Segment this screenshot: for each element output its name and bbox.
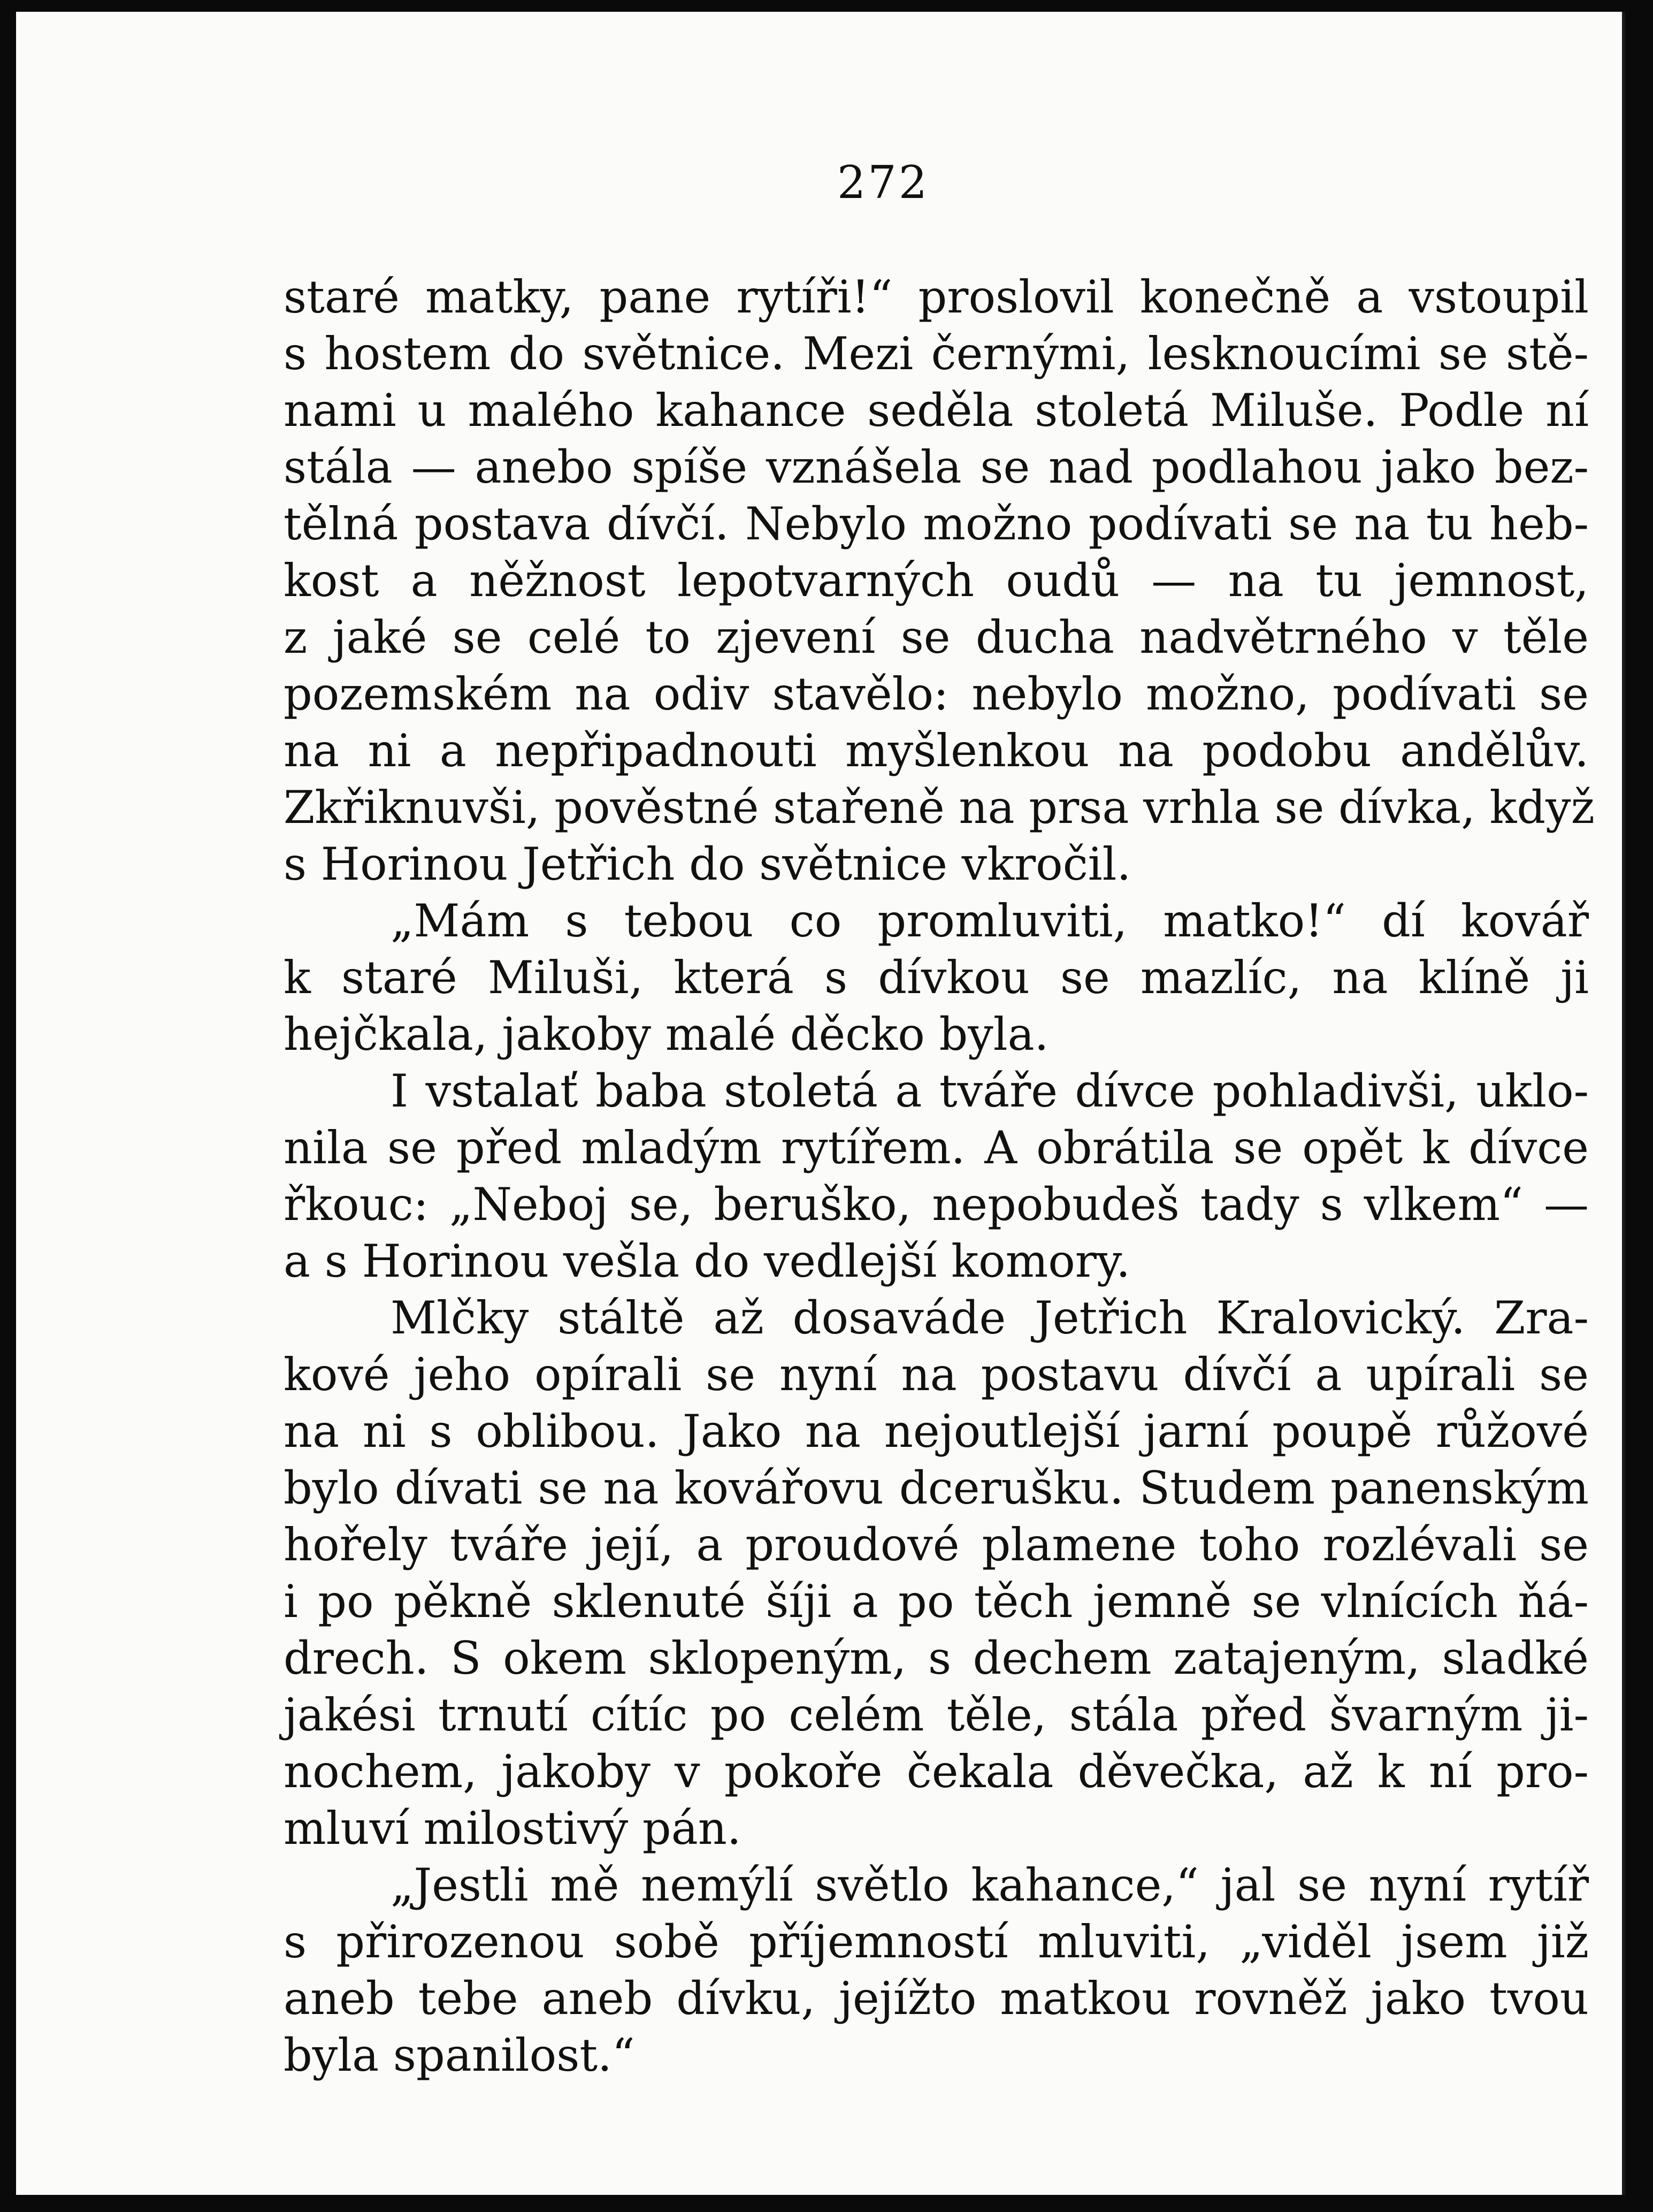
text-line: kové jeho opírali se nyní na postavu dívčí a upírali se [284, 1348, 1589, 1401]
text-line: bylo dívati se na kovářovu dcerušku. Studem panenským [284, 1462, 1589, 1514]
page-number: 272 [837, 156, 930, 209]
text-line: s Horinou Jetřich do světnice vkročil. [284, 838, 1131, 890]
text-line: staré matky, pane rytíři!“ proslovil konečně a vstoupil [284, 271, 1589, 323]
text-line: nami u malého kahance seděla stoletá Miluše. Podle ní [284, 384, 1589, 437]
text-line: drech. S okem sklopeným, s dechem zatajeným, sladké [284, 1632, 1589, 1684]
text-line: řkouc: „Neboj se, beruško, nepobudeš tady s vlkem“ — [284, 1178, 1589, 1231]
text-line: s přirozenou sobě příjemností mluviti, „viděl jsem již [284, 1916, 1589, 1968]
text-line: z jaké se celé to zjevení se ducha nadvětrného v těle [284, 611, 1589, 663]
text-line: Mlčky stáltě až dosaváde Jetřich Kralovický. Zra- [391, 1292, 1589, 1344]
paragraph [284, 1857, 1589, 2084]
text-line: byla spanilost.“ [284, 2029, 635, 2081]
text-line: a s Horinou vešla do vedlejší komory. [284, 1235, 1130, 1287]
paragraph [284, 269, 1595, 893]
paragraph [284, 1290, 1589, 1857]
text-line: mluví milostivý pán. [284, 1802, 741, 1855]
text-line: k staré Miluši, která s dívkou se mazlíc, na klíně ji [284, 951, 1589, 1004]
text-line: nochem, jakoby v pokoře čekala děvečka, až k ní pro- [284, 1745, 1589, 1798]
text-line: na ni a nepřipadnouti myšlenkou na podobu andělův. [284, 724, 1589, 777]
text-line: na ni s oblibou. Jako na nejoutlejší jarní poupě růžové [284, 1405, 1589, 1458]
text-line: stála — anebo spíše vznášela se nad podlahou jako bez- [284, 441, 1589, 493]
text-line: Zkřiknuvši, pověstné stařeně na prsa vrhla se dívka, když [284, 781, 1595, 834]
text-line: i po pěkně sklenuté šíji a po těch jemně se vlnících ňá- [284, 1575, 1589, 1628]
text-line: aneb tebe aneb dívku, jejížto matkou rovněž jako tvou [284, 1972, 1589, 2025]
text-line: „Mám s tebou co promluviti, matko!“ dí kovář [391, 895, 1589, 947]
text-line: I vstalať baba stoletá a tváře dívce pohladivši, uklo- [391, 1065, 1589, 1117]
text-line: kost a něžnost lepotvarných oudů — na tu jemnost, [284, 554, 1589, 607]
text-line: nila se před mladým rytířem. A obrátila se opět k dívce [284, 1122, 1589, 1174]
book-page [16, 12, 1625, 2195]
text-line: s hostem do světnice. Mezi černými, lesknoucími se stě- [284, 327, 1589, 380]
text-line: pozemském na odiv stavělo: nebylo možno, podívati se [284, 668, 1589, 720]
text-line: jakési trnutí cítíc po celém těle, stála před švarným ji- [284, 1689, 1589, 1741]
text-line: „Jestli mě nemýlí světlo kahance,“ jal se nyní rytíř [391, 1859, 1589, 1911]
body-text [284, 269, 1595, 2084]
text-line: tělná postava dívčí. Nebylo možno podívati se na tu heb- [284, 498, 1589, 550]
text-line: hořely tváře její, a proudové plamene toho rozlévali se [284, 1519, 1589, 1571]
paragraph [284, 1063, 1589, 1290]
paragraph [284, 893, 1589, 1063]
text-line: hejčkala, jakoby malé děcko byla. [284, 1008, 1049, 1061]
